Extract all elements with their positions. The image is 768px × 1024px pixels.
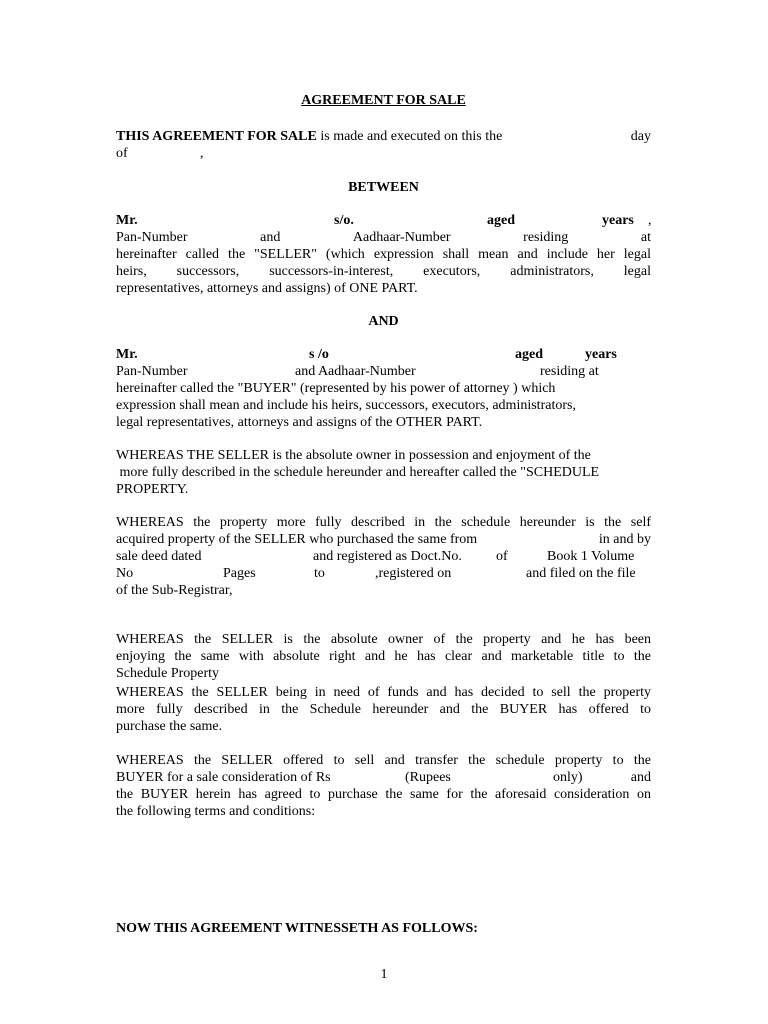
buyer-paragraph xyxy=(116,346,651,431)
whereas-5-line2d: and xyxy=(630,770,651,785)
whereas-5-line2c: only) xyxy=(553,770,583,785)
buyer-mr: Mr. xyxy=(116,347,138,362)
intro-lead: THIS AGREEMENT FOR SALE xyxy=(116,129,317,144)
buyer-line4: expression shall mean and include his heirs, successors, executors, administrators, xyxy=(116,398,576,413)
intro-paragraph xyxy=(116,128,651,162)
document-title: AGREEMENT FOR SALE xyxy=(301,93,466,108)
whereas-3-line2: enjoying the same with absolute right and he has clear and marketable title to the xyxy=(116,649,651,664)
whereas-2-line3c: of xyxy=(496,549,508,564)
whereas-5-paragraph xyxy=(116,752,651,820)
intro-day: day xyxy=(630,129,651,144)
whereas-1-line2: more fully described in the schedule hereunder and hereafter called the "SCHEDULE xyxy=(116,465,600,480)
whereas-3-line3: Schedule Property xyxy=(116,666,220,681)
whereas-2-line2b: in and by xyxy=(598,532,651,547)
seller-residing: residing xyxy=(523,230,569,245)
buyer-line3: hereinafter called the "BUYER" (represented by his power of attorney ) which xyxy=(116,381,556,396)
seller-and: and xyxy=(260,230,281,245)
intro-of: of xyxy=(116,146,128,161)
whereas-5-line3: the BUYER herein has agreed to purchase the same for the aforesaid consideration on xyxy=(116,787,651,802)
seller-mr: Mr. xyxy=(116,213,138,228)
seller-paragraph xyxy=(116,212,651,297)
seller-pan: Pan-Number xyxy=(116,230,188,245)
seller-aged: aged xyxy=(487,213,515,228)
whereas-4-line3: purchase the same. xyxy=(116,719,223,734)
intro-rest: is made and executed on this the xyxy=(320,129,503,144)
buyer-aged: aged xyxy=(515,347,543,362)
whereas-1-line3: PROPERTY. xyxy=(116,482,189,497)
seller-at: at xyxy=(640,230,651,245)
whereas-5-line2b: (Rupees xyxy=(405,770,451,785)
buyer-residing-at: residing at xyxy=(540,364,599,379)
witnesseth-heading: NOW THIS AGREEMENT WITNESSETH AS FOLLOWS: xyxy=(116,921,478,936)
seller-comma: , xyxy=(648,213,652,228)
buyer-years: years xyxy=(585,347,617,362)
whereas-2-line4b: Pages xyxy=(223,566,256,581)
page-number: 1 xyxy=(380,967,388,982)
whereas-2-line3a: sale deed dated xyxy=(116,549,202,564)
and-heading: AND xyxy=(368,314,399,329)
between-heading: BETWEEN xyxy=(348,180,419,195)
intro-comma: , xyxy=(200,146,204,161)
whereas-5-line2a: BUYER for a sale consideration of Rs xyxy=(116,770,331,785)
whereas-2-line4c: to xyxy=(314,566,325,581)
seller-years: years xyxy=(602,213,634,228)
seller-so: s/o. xyxy=(334,213,354,228)
seller-line5: representatives, attorneys and assigns) of ONE PART. xyxy=(116,281,418,296)
whereas-2-line5: of the Sub-Registrar, xyxy=(116,583,233,598)
seller-line3: hereinafter called the "SELLER" (which expression shall mean and include her legal xyxy=(116,247,651,262)
whereas-2-line2a: acquired property of the SELLER who purchased the same from xyxy=(116,532,478,547)
buyer-line5: legal representatives, attorneys and assigns of the OTHER PART. xyxy=(116,415,483,430)
whereas-3-line1: WHEREAS the SELLER is the absolute owner of the property and he has been xyxy=(116,632,651,647)
whereas-2-line4d: ,registered on xyxy=(375,566,452,581)
buyer-so: s /o xyxy=(309,347,329,362)
whereas-4-line1: WHEREAS the SELLER being in need of funds and has decided to sell the property xyxy=(116,685,651,700)
whereas-1-paragraph xyxy=(116,447,651,498)
whereas-2-line3d: Book 1 Volume xyxy=(547,549,635,564)
whereas-5-line4: the following terms and conditions: xyxy=(116,804,316,819)
whereas-4-paragraph xyxy=(116,684,651,735)
buyer-pan: Pan-Number xyxy=(116,364,188,379)
seller-aadhaar: Aadhaar-Number xyxy=(352,230,451,245)
whereas-5-line1: WHEREAS the SELLER offered to sell and transfer the schedule property to the xyxy=(116,753,651,768)
seller-line4: heirs, successors, successors-in-interest, executors, administrators, legal xyxy=(116,264,651,279)
buyer-and-aadhaar: and Aadhaar-Number xyxy=(295,364,416,379)
whereas-2-line4e: and filed on the file xyxy=(526,566,636,581)
whereas-2-paragraph xyxy=(116,514,651,599)
whereas-2-line1: WHEREAS the property more fully described in the schedule hereunder is the self xyxy=(116,515,651,530)
whereas-4-line2: more fully described in the Schedule hereunder and the BUYER has offered to xyxy=(116,702,651,717)
whereas-3-paragraph xyxy=(116,631,651,682)
whereas-2-line3b: and registered as Doct.No. xyxy=(313,549,462,564)
whereas-1-line1: WHEREAS THE SELLER is the absolute owner in possession and enjoyment of the xyxy=(116,448,591,463)
whereas-2-line4a: No xyxy=(116,566,134,581)
